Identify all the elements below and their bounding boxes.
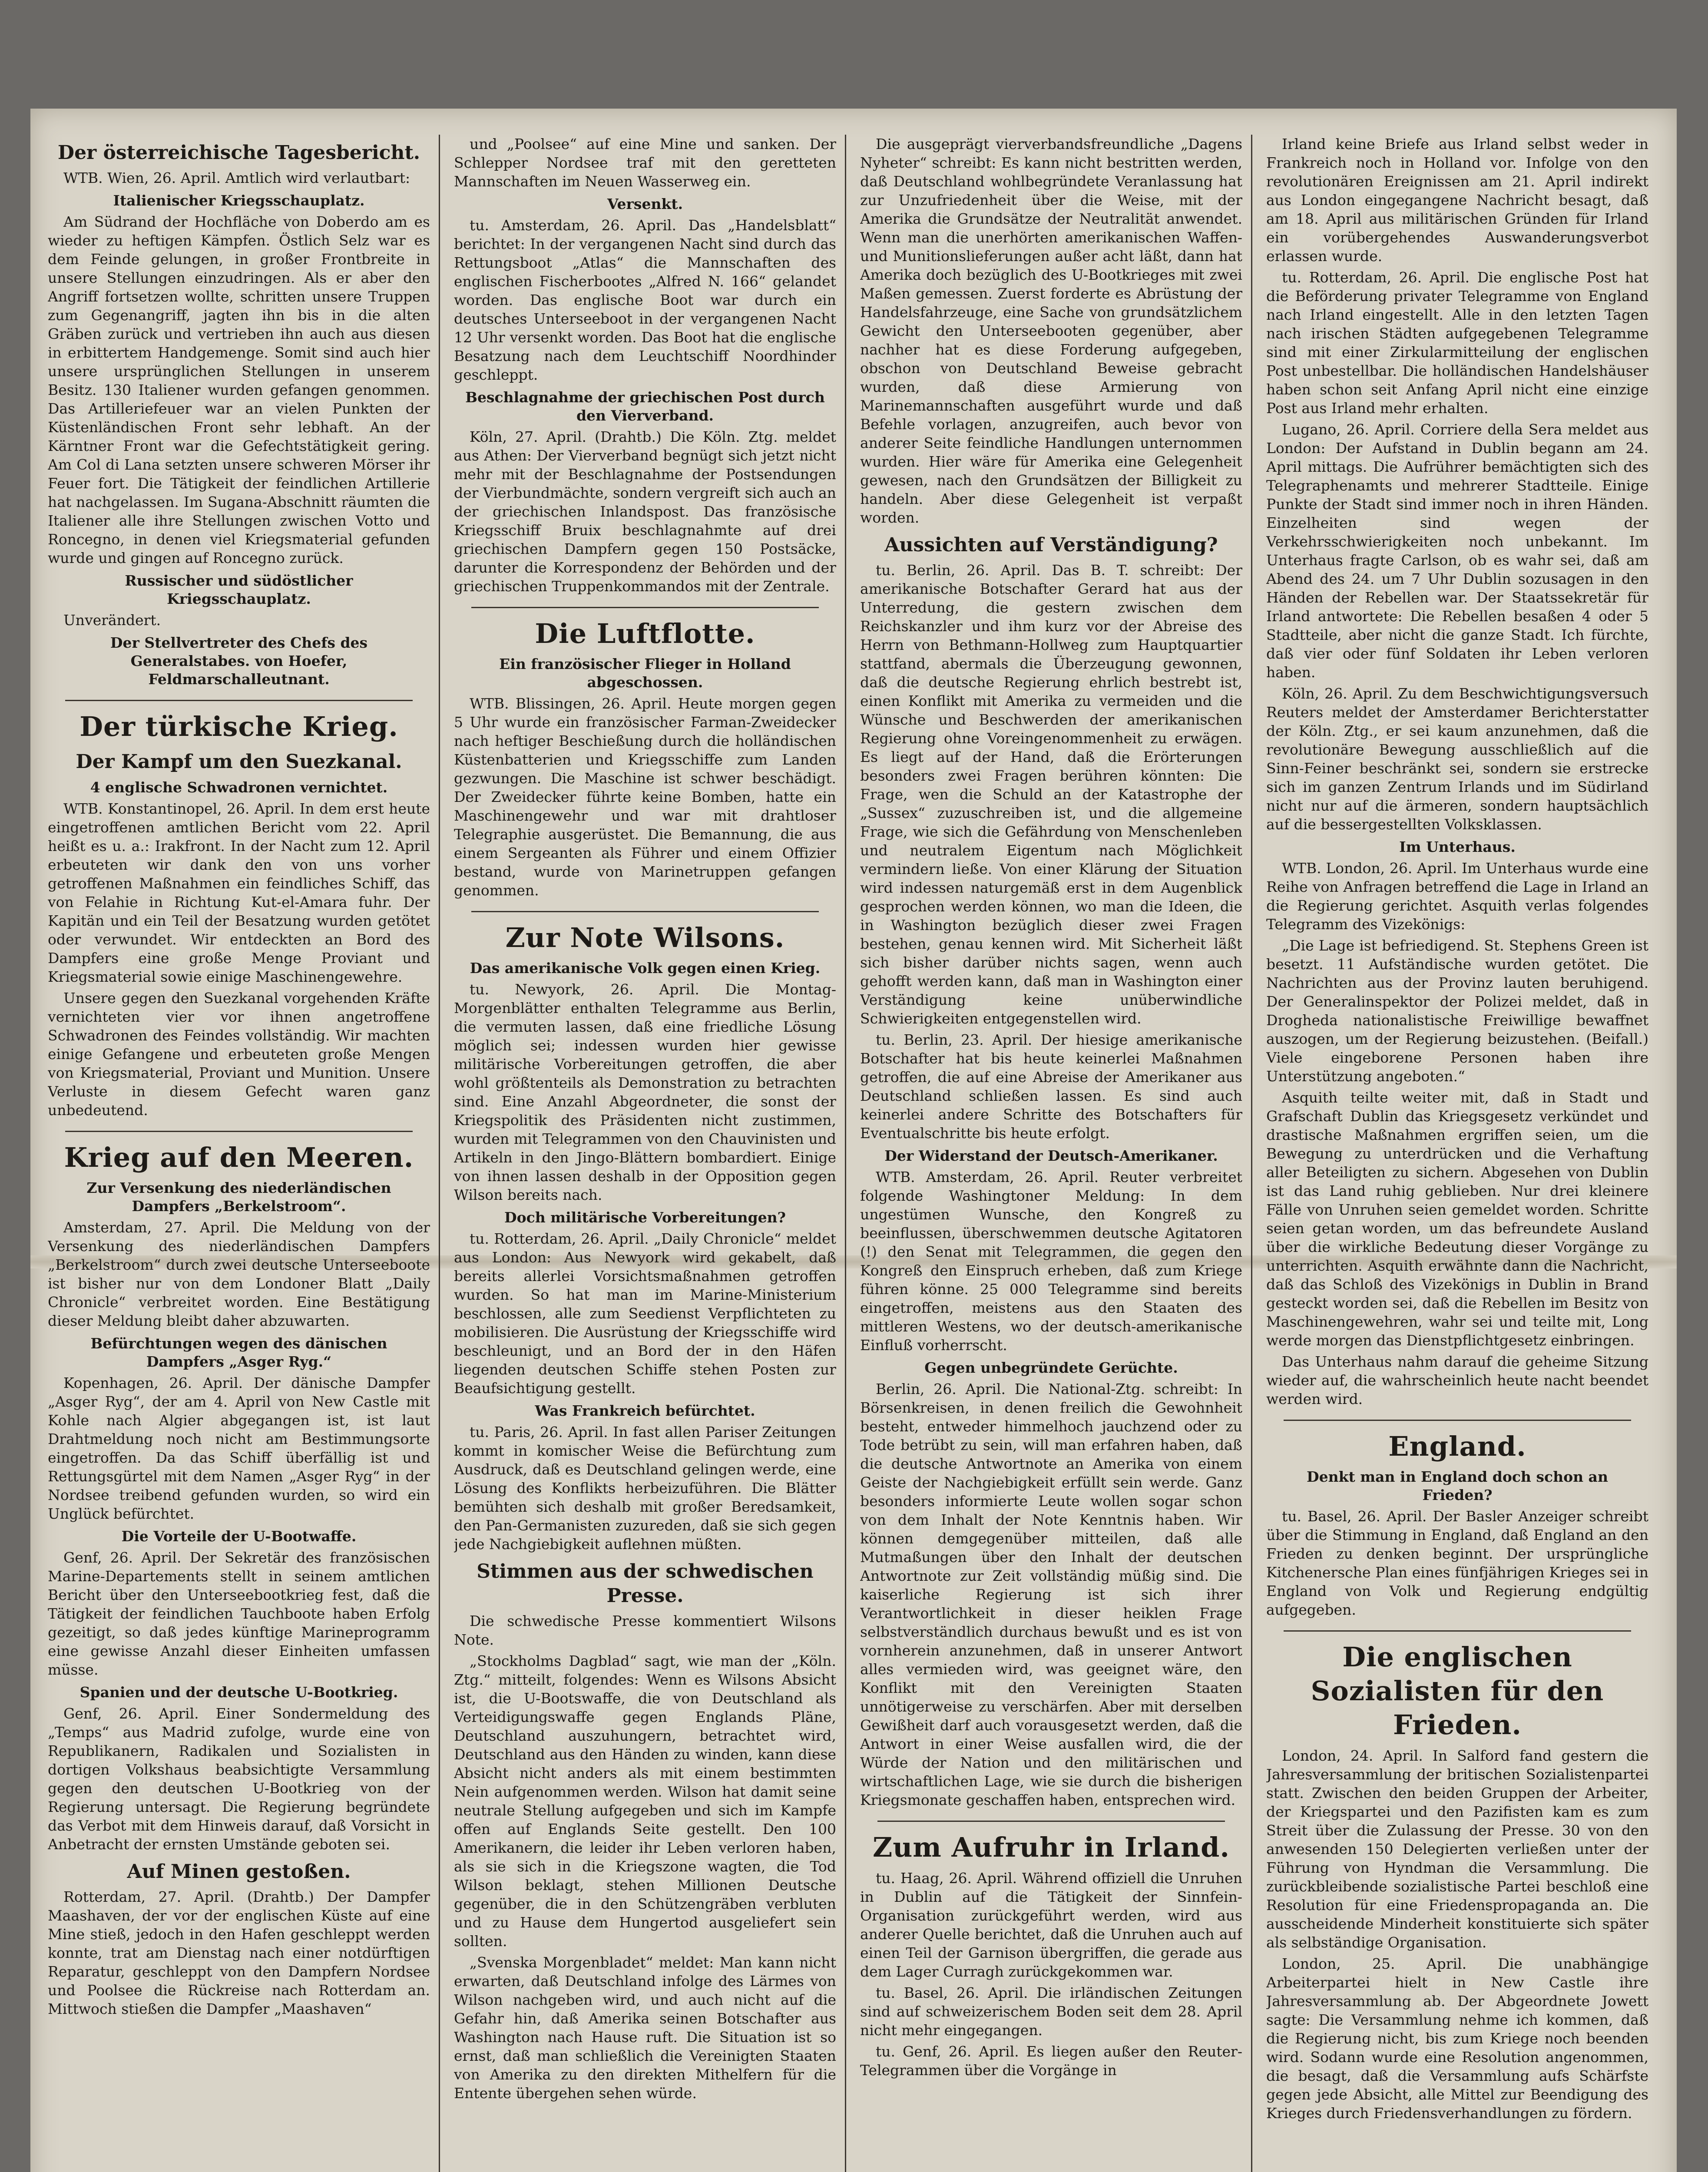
article-subheading: Was Frankreich befürchtet. bbox=[535, 1402, 755, 1419]
article-paragraph: Das Unterhaus nahm darauf die geheime Sitzung wieder auf, die wahrscheinlich heute nacht beendet werden wird. bbox=[1266, 1353, 1648, 1407]
article-subheading: Spanien und der deutsche U-Bootkrieg. bbox=[79, 1684, 398, 1701]
article-paragraph: „Stockholms Dagblad“ sagt, wie man der „Köln. Ztg.“ mitteilt, folgendes: Wenn es Wilsons Absicht ist, die U-Bootswaffe, die von Deutschland als Verteidigungswaffe gegen Englands Pläne, Deutschland auszuhungern, betrachtet wird, Deutschland aus den Händen zu winden, kann diese Absicht nicht anders als mit einem bestimmten Nein aufgenommen werden. Wilson hat damit seine neutrale Stellung aufgegeben und sich im Kampfe offen auf Englands Seite gestellt. Den 100 Amerikanern, die leider ihr Leben verloren haben, als sie sich in die Kriegszone wagten, die Tod Wilson beklagt, stehen Millionen Deutsche gegenüber, die in den Schützengräben verbluten und zu Hause dem Hungertod ausgeliefert sein sollten. bbox=[454, 1652, 836, 1950]
newspaper-page bbox=[30, 109, 1677, 2172]
column-2 bbox=[454, 135, 836, 2172]
article-heading: Die englischen Sozialisten für den Frieden. bbox=[1311, 1641, 1604, 1741]
article-paragraph: tu. Paris, 26. April. In fast allen Pariser Zeitungen kommt in komischer Weise die Befürchtung zum Ausdruck, daß es Deutschland gelingen werde, eine Lösung des Konflikts herbeizuführen. Die Blätter bemühten sich deshalb mit großer Beredsamkeit, den Pan-Germanisten zuzureden, daß sie sich gegen jede Nachgiebigkeit auflehnen müßten. bbox=[454, 1424, 836, 1553]
article-subheading: Beschlagnahme der griechischen Post durch den Vierverband. bbox=[465, 389, 825, 424]
article-subheading: Versenkt. bbox=[607, 195, 683, 212]
article-paragraph: und „Poolsee“ auf eine Mine und sanken. Der Schlepper Nordsee traf mit den geretteten Mannschaften im Neuen Wasserweg ein. bbox=[454, 136, 836, 190]
article-subheading: Der Stellvertreter des Chefs des Generalstabes. von Hoefer, Feldmarschalleutnant. bbox=[110, 634, 368, 688]
article-paragraph: Berlin, 26. April. Die National-Ztg. schreibt: In Börsenkreisen, in denen freilich die Gewohnheit besteht, entweder himmelhoch jauchzend oder zu Tode betrübt zu sein, will man erfahren haben, daß die deutsche Antwortnote an Amerika von einem Geiste der Nachgiebigkeit erfüllt sein werde. Ganz besonders informierte Leute wollen sogar schon von dem Inhalt der Note Kenntnis haben. Wir können demgegenüber mitteilen, daß alle Mutmaßungen über den Inhalt der deutschen Antwortnote zur Zeit vollständig müßig sind. Die kaiserliche Regierung ist sich ihrer Verantwortlichkeit in dieser heiklen Frage selbstverständlich durchaus bewußt und es ist von vornherein anzunehmen, daß in unserer Antwort alles vermieden wird, was geeignet wäre, den Konflikt mit den Vereinigten Staaten unnötigerweise zu verschärfen. Aber mit derselben Gewißheit darf auch vorausgesetzt werden, daß die Antwort in einer Weise ausfallen wird, die der Würde der Nation und den militärischen und wirtschaftlichen Lage, wie sie durch die bisherigen Kriegsmonate geschaffen haben, entsprechen wird. bbox=[860, 1381, 1242, 1808]
article-paragraph: Unsere gegen den Suezkanal vorgehenden Kräfte vernichteten vier vor ihnen angetroffene Schwadronen des Feindes vollständig. Wir machten einige Gefangene und erbeuteten große Mengen von Kriegsmaterial, Proviant und Munition. Unsere Verluste in diesem Gefecht waren ganz unbedeutend. bbox=[48, 990, 430, 1119]
article-heading: Stimmen aus der schwedischen Presse. bbox=[477, 1560, 814, 1607]
column-rule bbox=[1251, 135, 1252, 2172]
section-divider bbox=[1284, 1420, 1631, 1421]
article-subheading: Das amerikanische Volk gegen einen Krieg. bbox=[470, 960, 821, 977]
article-paragraph: tu. Rotterdam, 26. April. „Daily Chronicle“ meldet aus London: Aus Newyork wird gekabelt, daß bereits allerlei Vorsichtsmaßnahmen getroffen wurden. So hat man im Marine-Ministerium beschlossen, alle zum Seedienst Verpflichteten zu mobilisieren. Die Ausrüstung der Kriegsschiffe wird beschleunigt, und an Bord der in den Häfen liegenden deutschen Schiffe stehen Posten zur Beaufsichtigung gestellt. bbox=[454, 1230, 836, 1397]
column-3 bbox=[860, 135, 1242, 2172]
article-heading: Die Luftflotte. bbox=[535, 618, 755, 649]
article-paragraph: Genf, 26. April. Einer Sondermeldung des „Temps“ aus Madrid zufolge, wurde eine von Republikanern, Radikalen und Sozialisten in dortigen Volkshaus beabsichtigte Versammlung gegen den deutschen U-Bootkrieg von der Regierung untersagt. Die Regierung begründete das Verbot mit dem Hinweis darauf, daß Vorsicht in Anbetracht der ernsten Umstände geboten sei. bbox=[48, 1705, 430, 1853]
article-paragraph: WTB. Amsterdam, 26. April. Reuter verbreitet folgende Washingtoner Meldung: In dem ungestümen Wunsche, den Kongreß zu beeinflussen, überschwemmen deutsche Agitatoren (!) den Senat mit Telegrammen, die gegen den Kongreß den Einspruch erheben, daß zum Kriege führen könne. 25 000 Telegramme sind bereits eingetroffen, meistens aus den Staaten des mittleren Westens, wo der deutsch-amerikanische Einfluß vorherrscht. bbox=[860, 1169, 1242, 1354]
column-4 bbox=[1266, 135, 1648, 2172]
article-heading: Aussichten auf Verständigung? bbox=[884, 534, 1218, 556]
article-paragraph: London, 25. April. Die unabhängige Arbeiterpartei hielt in New Castle ihre Jahresversammlung ab. Der Abgeordnete Jowett sagte: Die Versammlung nehme ich kommen, daß die Regierung nicht, bis zum Kriege noch beenden wird. Sodann wurde eine Resolution angenommen, die besagt, daß die Versammlung aufs Schärfste gegen jede Absicht, alle Mittel zur Beendigung des Krieges durch Friedensverhandlungen zu fördern. bbox=[1266, 1955, 1648, 2122]
article-subheading: Ein französischer Flieger in Holland abgeschossen. bbox=[499, 656, 791, 691]
article-subheading: Zur Versenkung des niederländischen Dampfers „Berkelstroom“. bbox=[86, 1179, 391, 1215]
section-divider bbox=[877, 1821, 1225, 1822]
article-paragraph: tu. Amsterdam, 26. April. Das „Handelsblatt“ berichtet: In der vergangenen Nacht sind durch das Rettungsboot „Atlas“ die Mannschaften des englischen Fischerbootes „Alfred N. 166“ gelandet worden. Das englische Boot war durch ein deutsches Unterseeboot in der vergangenen Nacht 12 Uhr versenkt worden. Das Boot hat die englische Besatzung nach dem Leuchtschiff Noordhinder geschleppt. bbox=[454, 217, 836, 383]
article-paragraph: Am Südrand der Hochfläche von Doberdo am es wieder zu heftigen Kämpfen. Östlich Selz war es dem Feinde gelungen, in großer Frontbreite in unsere Stellungen einzudringen. Als er aber den Angriff fortsetzen wollte, schritten unsere Truppen zum Gegenangriff, jagten ihn bis in die alten Gräben zurück und vertrieben ihn auch aus diesen in erbittertem Handgemenge. Somit sind auch hier unsere ursprünglichen Stellungen in unserem Besitz. 130 Italiener wurden gefangen genommen. Das Artilleriefeuer war an vielen Punkten der Küstenländischen Front sehr lebhaft. An der Kärntner Front war die Gefechtstätigkeit gering. Am Col di Lana setzten unsere schweren Mörser ihr Feuer fort. Die Tätigkeit der feindlichen Artillerie hat nachgelassen. Im Sugana-Abschnitt räumten die Italiener alle ihre Stellungen zwischen Votto und Roncegno, in denen viel Kriegsmaterial gefunden wurde und gingen auf Roncegno zurück. bbox=[48, 213, 430, 566]
article-paragraph: WTB. Konstantinopel, 26. April. In dem erst heute eingetroffenen amtlichen Bericht vom 22. April heißt es u. a.: Irakfront. In der Nacht zum 12. April erbeuteten wir dank den von uns vorher getroffenen Maßnahmen ein feindliches Schiff, das von Felahie in Richtung Kut-el-Amara fuhr. Der Kapitän und ein Teil der Besatzung wurden getötet oder verwundet. Wir entdeckten an Bord des Dampfers eine große Menge Proviant und Kriegsmaterial sowie einige Maschinengewehre. bbox=[48, 800, 430, 985]
article-subheading: Gegen unbegründete Gerüchte. bbox=[924, 1359, 1178, 1376]
article-paragraph: Die schwedische Presse kommentiert Wilsons Note. bbox=[454, 1612, 836, 1648]
article-heading: Der türkische Krieg. bbox=[79, 711, 398, 742]
article-subheading: Russischer und südöstlicher Kriegsschauplatz. bbox=[125, 572, 353, 607]
article-paragraph: tu. Newyork, 26. April. Die Montag-Morgenblätter enthalten Telegramme aus Berlin, die vermuten lassen, daß eine friedliche Lösung möglich sei; indessen wurden hier gewisse militärische Vorbereitungen getroffen, die aber wohl größtenteils als Demonstration zu betrachten sind. Eine Anzahl Abgeordneter, die sonst der Kriegspolitik des Präsidenten nicht zustimmen, wurden mit Telegrammen von den Chauvinisten und Artikeln in den Jingo-Blättern bombardiert. Einige von ihnen lassen deshalb in der Opposition gegen Wilson bereits nach. bbox=[454, 981, 836, 1203]
column-1 bbox=[48, 135, 430, 2172]
article-paragraph: Köln, 27. April. (Drahtb.) Die Köln. Ztg. meldet aus Athen: Der Vierverband begnügt sich jetzt nicht mehr mit der Beschlagnahme der Postsendungen der Vierbundmächte, sondern vergreift sich auch an der griechischen Inlandspost. Das französische Kriegsschiff Bruix beschlagnahmte auf drei griechischen Dampfern gegen 150 Postsäcke, darunter die Korrespondenz der Behörden und der griechischen Truppenkommandos mit der Zentrale. bbox=[454, 428, 836, 595]
article-heading: Der österreichische Tagesbericht. bbox=[57, 142, 420, 164]
column-rule bbox=[439, 135, 440, 2172]
section-divider bbox=[471, 911, 819, 912]
article-paragraph: WTB. London, 26. April. Im Unterhaus wurde eine Reihe von Anfragen betreffend die Lage in Irland an die Regierung gerichtet. Asquith verlas folgendes Telegramm des Vizekönigs: bbox=[1266, 860, 1648, 933]
article-paragraph: Amsterdam, 27. April. Die Meldung von der Versenkung des niederländischen Dampfers „Berkelstroom“ durch zwei deutsche Unterseeboote ist bisher nur von dem Londoner Blatt „Daily Chronicle“ verbreitet worden. Eine Bestätigung dieser Meldung bleibt daher abzuwarten. bbox=[48, 1219, 430, 1329]
section-divider bbox=[65, 1131, 413, 1132]
article-paragraph: Genf, 26. April. Der Sekretär des französischen Marine-Departements stellt in seinem amtlichen Bericht über den Unterseebootkrieg fest, daß die Tätigkeit der feindlichen Tauchboote haben Erfolg gezeitigt, so daß jedes künftige Marineprogramm eine gewisse Anzahl dieser Einheiten umfassen müsse. bbox=[48, 1549, 430, 1678]
article-subheading: 4 englische Schwadronen vernichtet. bbox=[90, 779, 388, 796]
article-paragraph: tu. Berlin, 26. April. Das B. T. schreibt: Der amerikanische Botschafter Gerard hat aus der Unterredung, die gestern zwischen dem Reichskanzler und ihm kurz vor der Abreise des Herrn von Bethmann-Hollweg zum Hauptquartier stattfand, abermals die Überzeugung gewonnen, daß die deutsche Regierung ehrlich bestrebt ist, einen Konflikt mit Amerika zu vermeiden und die Wünsche und Beschwerden der amerikanischen Regierung ohne Voreingenommenheit zu erwägen. Es liegt auf der Hand, daß die Erörterungen besonders zwei Fragen berühren könnten: Die Frage, wen die Schuld an der Katastrophe der „Sussex“ zuzuschreiben ist, und die allgemeine Frage, wie sich die Gefährdung von Menschenleben und neutralem Eigentum nach Möglichkeit vermindern ließe. Von einer Klärung der Situation wird indessen naturgemäß erst in dem Augenblick gesprochen werden können, wo man die Ideen, die in Washington bezüglich dieser zwei Fragen bestehen, genau kennen wird. Mit Sicherheit läßt sich bisher darüber nichts sagen, wenn auch gehofft werden kann, daß man in Washington einer Verständigung keine unüberwindliche Schwierigkeiten entgegenstellen wird. bbox=[860, 562, 1242, 1027]
article-paragraph: Kopenhagen, 26. April. Der dänische Dampfer „Asger Ryg“, der am 4. April von New Castle mit Kohle nach Algier abgegangen ist, ist laut Drahtmeldung noch nicht am Bestimmungsorte eingetroffen. Da das Schiff überfällig ist und Rettungsgürtel mit dem Namen „Asger Ryg“ in der Nordsee treibend gefunden wurden, so wird ein Unglück befürchtet. bbox=[48, 1374, 430, 1522]
section-divider bbox=[65, 700, 413, 701]
article-paragraph: Lugano, 26. April. Corriere della Sera meldet aus London: Der Aufstand in Dublin begann am 24. April mittags. Die Aufrührer bemächtigten sich des Telegraphenamts und mehrerer Stadtteile. Einige Punkte der Stadt sind immer noch in ihren Händen. Einzelheiten sind wegen der Verkehrsschwierigkeiten noch unbekannt. Im Unterhaus fragte Carlson, ob es wahr sei, daß am Abend des 24. um 7 Uhr Dublin sozusagen in den Händen der Rebellen war. Der Staatssekretär für Irland antwortete: Die Rebellen besaßen 4 oder 5 Stadtteile, aber nicht die ganze Stadt. Ich fürchte, daß vier oder fünf Soldaten ihr Leben verloren haben. bbox=[1266, 421, 1648, 681]
article-paragraph: tu. Genf, 26. April. Es liegen außer den Reuter-Telegrammen über die Vorgänge in bbox=[860, 2043, 1242, 2079]
article-paragraph: tu. Berlin, 23. April. Der hiesige amerikanische Botschafter hat bis heute keinerlei Maßnahmen getroffen, die auf eine Abreise der Amerikaner aus Deutschland schließen lassen. Es sind auch keinerlei andere Schritte des Botschafters für Eventualschritte bis heute erfolgt. bbox=[860, 1031, 1242, 1142]
article-paragraph: WTB. Wien, 26. April. Amtlich wird verlautbart: bbox=[63, 169, 410, 186]
article-paragraph: Rotterdam, 27. April. (Drahtb.) Der Dampfer Maashaven, der vor der englischen Küste auf eine Mine stieß, jedoch in den Hafen geschleppt werden konnte, trat am Dienstag nach einer notdürftigen Reparatur, geschleppt von den Dampfern Nordsee und Poolsee die Rückreise nach Rotterdam an. Mittwoch stießen die Dampfer „Maashaven“ bbox=[48, 1888, 430, 2017]
article-paragraph: tu. Rotterdam, 26. April. Die englische Post hat die Beförderung privater Telegramme von England nach Irland eingestellt. Alle in den letzten Tagen nach irischen Städten aufgegebenen Telegramme sind mit einer Zirkularmitteilung der englischen Post unbestellbar. Die holländischen Handelshäuser haben schon seit Anfang April nicht eine einzige Post aus Irland mehr erhalten. bbox=[1266, 269, 1648, 417]
section-divider bbox=[471, 607, 819, 608]
article-paragraph: tu. Basel, 26. April. Die irländischen Zeitungen sind auf schweizerischem Boden seit dem 28. April nicht mehr eingegangen. bbox=[860, 1984, 1242, 2039]
article-paragraph: tu. Haag, 26. April. Während offiziell die Unruhen in Dublin auf die Tätigkeit der Sinnfein-Organisation zurückgeführt werden, wird aus anderer Quelle berichtet, daß die Unruhen auch auf einen Teil der Garnison übergriffen, die gerade aus dem Lager Curragh zurückgekommen war. bbox=[860, 1870, 1242, 1980]
article-subheading: Denkt man in England doch schon an Frieden? bbox=[1307, 1468, 1608, 1503]
article-subheading: Doch militärische Vorbereitungen? bbox=[504, 1209, 786, 1226]
article-subheading: Befürchtungen wegen des dänischen Dampfers „Asger Ryg.“ bbox=[90, 1335, 387, 1370]
article-paragraph: Asquith teilte weiter mit, daß in Stadt und Grafschaft Dublin das Kriegsgesetz verkündet und drastische Maßnahmen ergriffen seien, um die Bewegung zu unterdrücken und die Verhaftung aller Beteiligten zu sichern. Abgesehen von Dublin ist das Land ruhig geblieben. Nur drei kleinere Fälle von Unruhen seien gemeldet worden. Schritte seien getan worden, um das befreundete Ausland über die wirkliche Bedeutung dieser Vorgänge zu unterrichten. Asquith erwähnte dann die Nachricht, daß das Schloß des Vizekönigs in Dublin in Brand gesteckt worden sei, daß die Rebellen im Besitz von Maschinengewehren, wahr sei und teilte mit, Long werde morgen das Dienstpflichtgesetz einbringen. bbox=[1266, 1089, 1648, 1349]
article-subheading: Die Vorteile der U-Bootwaffe. bbox=[121, 1528, 357, 1545]
article-heading: England. bbox=[1388, 1430, 1526, 1462]
article-paragraph: Köln, 26. April. Zu dem Beschwichtigungsversuch Reuters meldet der Amsterdamer Berichterstatter der Köln. Ztg., er sei kaum anzunehmen, daß die revolutionäre Bewegung ausschließlich auf die Sinn-Feiner beschränkt sei, sondern sie erstrecke sich im ganzen Zentrum Irlands und im Südirland nicht nur auf die ärmeren, sondern hauptsächlich auf die bessergestellten Volksklassen. bbox=[1266, 685, 1648, 833]
article-paragraph: WTB. Blissingen, 26. April. Heute morgen gegen 5 Uhr wurde ein französischer Farman-Zweidecker nach heftiger Beschießung durch die holländischen Küstenbatterien und Kriegsschiffe zum Landen gezwungen. Die Maschine ist schwer beschädigt. Der Zweidecker führte keine Bomben, hatte ein Maschinengewehr und war mit drahtloser Telegraphie ausgerüstet. Die Bemannung, die aus einem Sergeanten als Führer und einem Offizier bestand, wurde von Marinetruppen gefangen genommen. bbox=[454, 695, 836, 899]
article-subheading: Italienischer Kriegsschauplatz. bbox=[113, 192, 365, 209]
article-heading: Der Kampf um den Suezkanal. bbox=[76, 751, 402, 773]
article-paragraph: London, 24. April. In Salford fand gestern die Jahresversammlung der britischen Sozialistenpartei statt. Zwischen den beiden Gruppen der Arbeiter, der Kriegspartei und den Pazifisten kam es zum Streit über die Zulassung der Presse. 30 von den anwesenden 150 Delegierten verließen unter der Führung von Hyndman die Versammlung. Die zurückbleibende sozialistische Partei beschloß eine Resolution für eine Friedenspropaganda an. Die ausscheidende Minderheit konstituierte sich später als selbständige Organisation. bbox=[1266, 1747, 1648, 1951]
section-divider bbox=[1284, 1630, 1631, 1632]
article-paragraph: „Die Lage ist befriedigend. St. Stephens Green ist besetzt. 11 Aufständische wurden getötet. Die Nachrichten aus der Provinz lauten beruhigend. Der Generalinspektor der Polizei meldet, daß in Drogheda nationalistische Freiwillige bewaffnet auszogen, um der Regierung beizustehen. (Beifall.) Viele eingeborene Personen haben ihre Unterstützung angeboten.“ bbox=[1266, 937, 1648, 1085]
article-paragraph: tu. Basel, 26. April. Der Basler Anzeiger schreibt über die Stimmung in England, daß England an den Frieden zu denken beginnt. Der ursprüngliche Kitchenersche Plan eines fünfjährigen Krieges sei in England von Volk und Regierung endgültig aufgegeben. bbox=[1266, 1508, 1648, 1618]
article-heading: Auf Minen gestoßen. bbox=[127, 1861, 351, 1883]
article-heading: Zum Aufruhr in Irland. bbox=[872, 1831, 1230, 1863]
column-rule bbox=[845, 135, 846, 2172]
article-subheading: Im Unterhaus. bbox=[1399, 838, 1516, 855]
article-paragraph: „Svenska Morgenbladet“ meldet: Man kann nicht erwarten, daß Deutschland infolge des Lärmes von Wilson nachgeben wird, und auch nicht auf die Gefahr hin, daß Amerika seinen Botschafter aus Washington nach Hause ruft. Die Situation ist so ernst, daß man schließlich die Vereinigten Staaten von Amerika zu den direkten Mithelfern für die Entente übergehen sehen würde. bbox=[454, 1954, 836, 2102]
article-heading: Zur Note Wilsons. bbox=[505, 922, 785, 954]
article-subheading: Der Widerstand der Deutsch-Amerikaner. bbox=[884, 1147, 1218, 1164]
article-paragraph: Irland keine Briefe aus Irland selbst weder in Frankreich noch in Holland vor. Infolge von den revolutionären Ereignissen am 21. April indirekt aus London eingegangene Nachricht besagt, daß am 18. April aus militärischen Gründen für Irland ein vorübergehendes Auswanderungsverbot erlassen wurde. bbox=[1266, 136, 1648, 265]
article-paragraph: Die ausgeprägt vierverbandsfreundliche „Dagens Nyheter“ schreibt: Es kann nicht bestritten werden, daß Deutschland wohlbegründete Veranlassung hat zur Unzufriedenheit über die Weise, mit der Amerika die Grundsätze der Neutralität anwendet. Wenn man die unerhörten amerikanischen Waffen- und Munitionslieferungen außer acht läßt, dann hat Amerika doch bezüglich des U-Bootkrieges mit zwei Maßen gemessen. Zuerst forderte es Abrüstung der Handelsfahrzeuge, eine Sache von grundsätzlichem Gewicht den Unterseebooten gegenüber, aber nachher hat es diese Forderung aufgegeben, obschon von Deutschland Beweise gebracht wurden, daß diese Armierung von Marinemannschaften ausgeführt wurde und daß Befehle vorlagen, anzugreifen, auch bevor von anderer Seite feindliche Handlungen unternommen wurden. Hier wäre für Amerika eine Gelegenheit gewesen, nach den Grundsätzen der Billigkeit zu handeln. Aber diese Gelegenheit ist verpaßt worden. bbox=[860, 136, 1242, 526]
article-paragraph: Unverändert. bbox=[63, 612, 161, 629]
article-heading: Krieg auf den Meeren. bbox=[64, 1142, 414, 1173]
